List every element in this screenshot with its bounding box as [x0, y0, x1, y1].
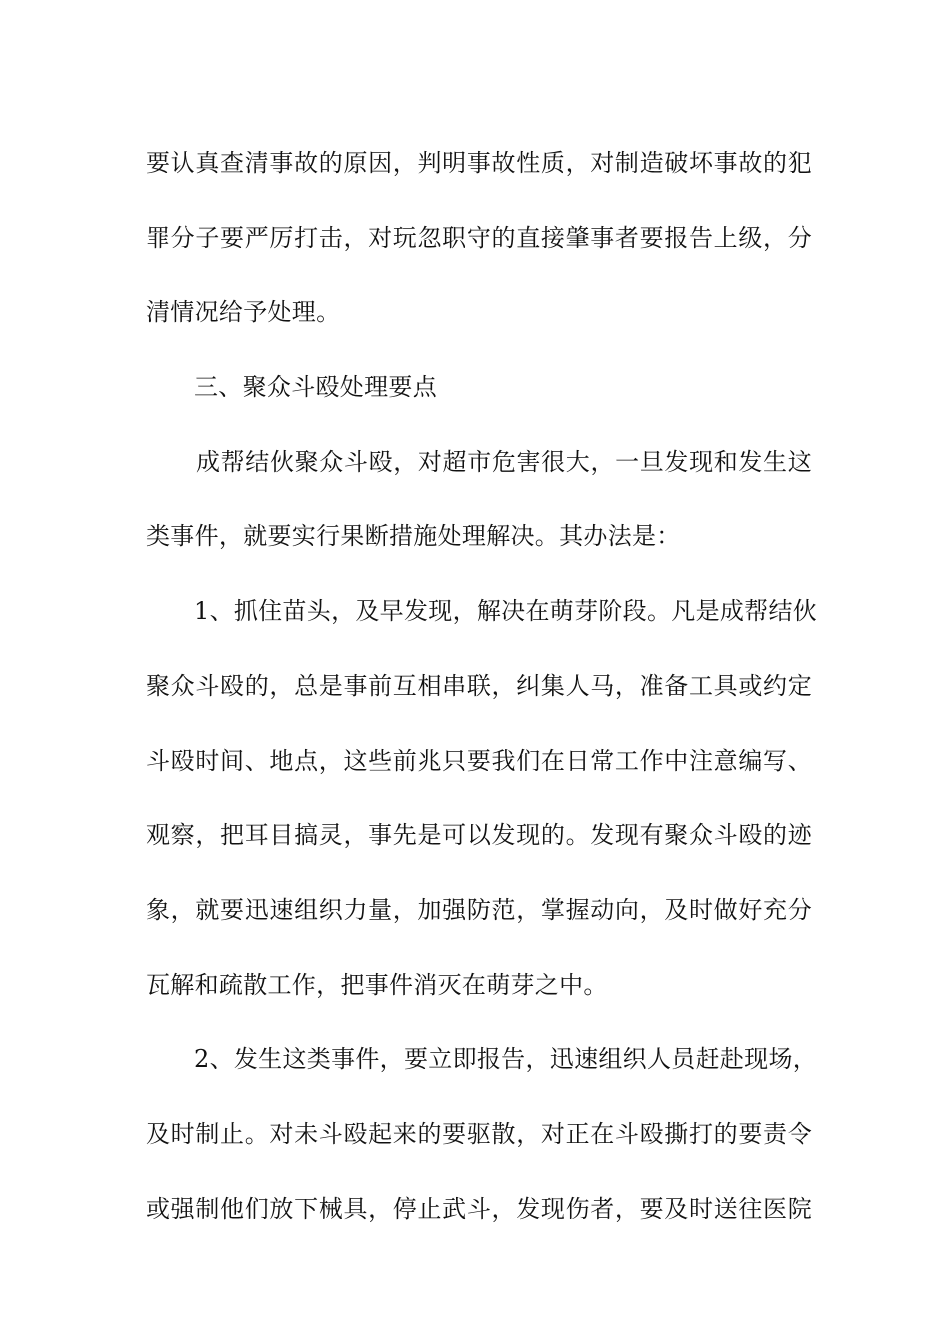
text-line: 类事件，就要实行果断措施处理解决。其办法是：	[146, 522, 681, 551]
text-line: 聚众斗殴的，总是事前互相串联，纠集人马，准备工具或约定	[146, 671, 812, 700]
text-line: 或强制他们放下械具，停止武斗，发现伤者，要及时送往医院	[146, 1194, 812, 1223]
text-line: 清情况给予处理。	[146, 298, 341, 327]
text-line: 成帮结伙聚众斗殴，对超市危害很大，一旦发现和发生这	[196, 447, 812, 476]
text-line: 观察，把耳目搞灵，事先是可以发现的。发现有聚众斗殴的迹	[146, 821, 812, 850]
text-line: 罪分子要严厉打击，对玩忽职守的直接肇事者要报告上级，分	[146, 223, 812, 252]
text-line: 及时制止。对未斗殴起来的要驱散，对正在斗殴撕打的要责令	[146, 1119, 812, 1148]
text-line: 2、发生这类事件，要立即报告，迅速组织人员赶赴现场，	[194, 1045, 818, 1074]
text-line: 斗殴时间、地点，这些前兆只要我们在日常工作中注意编写、	[146, 746, 812, 775]
text-line: 要认真查清事故的原因，判明事故性质，对制造破坏事故的犯	[146, 149, 812, 177]
section-heading: 三、聚众斗殴处理要点	[194, 373, 437, 402]
document-body	[146, 126, 818, 1246]
text-line: 1、抓住苗头，及早发现，解决在萌芽阶段。凡是成帮结伙	[194, 597, 818, 626]
text-line: 象，就要迅速组织力量，加强防范，掌握动向，及时做好充分	[146, 895, 812, 924]
text-line: 瓦解和疏散工作，把事件消灭在萌芽之中。	[146, 970, 608, 999]
